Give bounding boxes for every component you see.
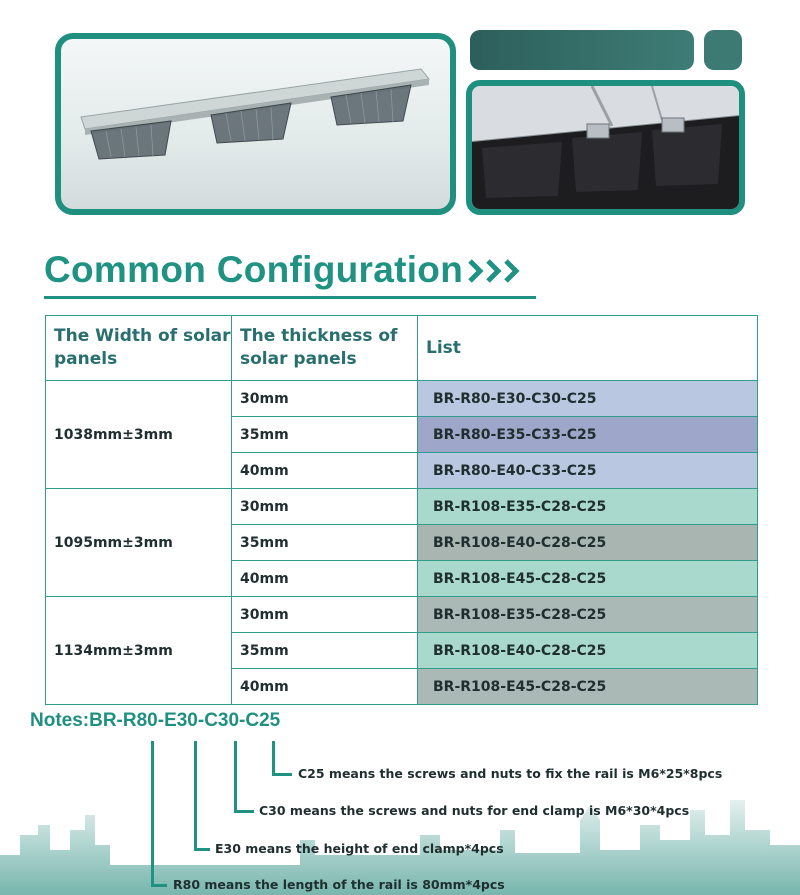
product-render-image: [55, 33, 456, 215]
list-cell: BR-R108-E45-C28-C25: [418, 561, 758, 597]
list-cell: BR-R108-E35-C28-C25: [418, 489, 758, 525]
list-cell: BR-R80-E35-C33-C25: [418, 417, 758, 453]
note-c30: C30 means the screws and nuts for end clamp is M6*30*4pcs: [259, 803, 690, 818]
connector-line: [272, 741, 275, 776]
connector-line: [151, 741, 154, 887]
thickness-cell: 40mm: [232, 453, 418, 489]
connector-line: [234, 741, 237, 813]
list-cell: BR-R108-E40-C28-C25: [418, 525, 758, 561]
chevron-right-icon: [467, 258, 529, 284]
header-thickness: The thickness of solar panels: [232, 316, 418, 381]
note-r80: R80 means the length of the rail is 80mm*4pcs: [173, 877, 505, 892]
note-c25: C25 means the screws and nuts to fix the rail is M6*25*8pcs: [298, 766, 723, 781]
configuration-table: [45, 315, 758, 705]
decorative-banner-square: [704, 30, 742, 70]
thickness-cell: 40mm: [232, 561, 418, 597]
list-cell: BR-R80-E30-C30-C25: [418, 381, 758, 417]
list-cell: BR-R108-E40-C28-C25: [418, 633, 758, 669]
list-cell: BR-R80-E40-C33-C25: [418, 453, 758, 489]
list-cell: BR-R108-E35-C28-C25: [418, 597, 758, 633]
connector-line: [194, 741, 197, 851]
heading-underline: [44, 296, 536, 299]
list-cell: BR-R108-E45-C28-C25: [418, 669, 758, 705]
header-width: The Width of solar panels: [46, 316, 232, 381]
width-cell: 1038mm±3mm: [46, 381, 232, 489]
connector-line: [194, 848, 210, 851]
table-row: [46, 381, 758, 417]
connector-line: [272, 773, 292, 776]
product-closeup-image: [466, 80, 745, 215]
thickness-cell: 35mm: [232, 633, 418, 669]
section-heading: Common Configuration: [44, 249, 464, 290]
thickness-cell: 35mm: [232, 525, 418, 561]
thickness-cell: 30mm: [232, 489, 418, 525]
thickness-cell: 30mm: [232, 381, 418, 417]
table-row: [46, 597, 758, 633]
note-e30: E30 means the height of end clamp*4pcs: [215, 841, 504, 856]
width-cell: 1134mm±3mm: [46, 597, 232, 705]
decorative-banner-bar: [470, 30, 694, 70]
connector-line: [151, 884, 167, 887]
table-row: [46, 489, 758, 525]
width-cell: 1095mm±3mm: [46, 489, 232, 597]
header-list: List: [418, 316, 758, 381]
connector-line: [234, 810, 254, 813]
thickness-cell: 30mm: [232, 597, 418, 633]
clamp-closeup-render: [472, 86, 739, 209]
thickness-cell: 35mm: [232, 417, 418, 453]
thickness-cell: 40mm: [232, 669, 418, 705]
table-header-row: [46, 316, 758, 381]
notes-label: Notes:BR-R80-E30-C30-C25: [30, 710, 281, 731]
mounting-system-render: [61, 39, 450, 209]
